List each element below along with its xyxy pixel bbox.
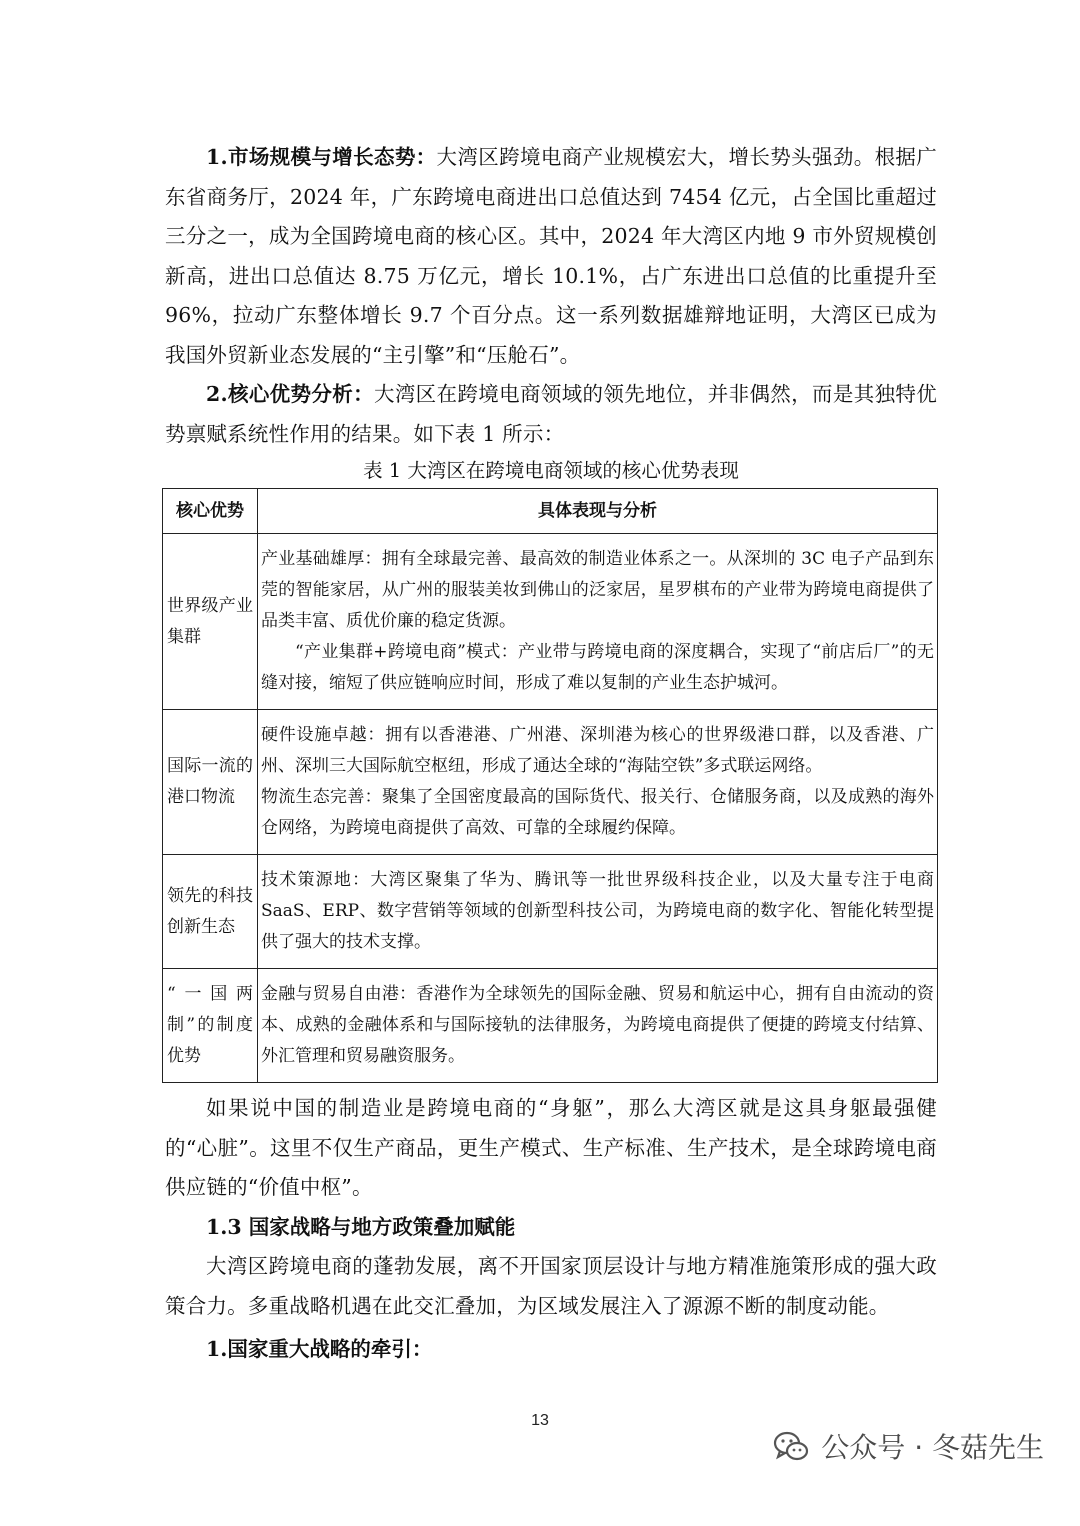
paragraph-market-scale — [165, 138, 937, 375]
table-header-row — [163, 489, 938, 534]
paragraph-body: 大湾区跨境电商产业规模宏大，增长势头强劲。根据广东省商务厅，2024 年，广东跨境电商进出口总值达到 7454 亿元，占全国比重超过三分之一，成为全国跨境电商的核心区。其中，2024 年大湾区内地 9 市外贸规模创新高，进出口总值达 8.75 万亿元，增长 10.1%，占广东进出口总值的比重提升至 96%，拉动广东整体增长 9.7 个百分点。这一系列数据雄辩地证明，大湾区已成为我国外贸新业态发展的“主引擎”和“压舱石”。 — [165, 145, 937, 367]
wechat-icon — [771, 1426, 811, 1466]
detail-paragraph: 物流生态完善：聚集了全国密度最高的国际货代、报关行、仓储服务商，以及成熟的海外仓网络，为跨境电商提供了高效、可靠的全球履约保障。 — [261, 787, 934, 838]
details-cell — [258, 710, 938, 855]
column-header-details: 具体表现与分析 — [258, 489, 938, 534]
paragraph-core-advantage — [165, 375, 937, 454]
advantage-cell: 世界级产业集群 — [163, 534, 258, 710]
detail-paragraph: 技术策源地：大湾区聚集了华为、腾讯等一批世界级科技企业，以及大量专注于电商 SaaS、ERP、数字营销等领域的创新型科技公司，为跨境电商的数字化、智能化转型提供了强大的技术支撑。 — [261, 870, 934, 952]
table-caption: 表 1 大湾区在跨境电商领域的核心优势表现 — [363, 459, 739, 482]
table-row — [163, 710, 938, 855]
table-row — [163, 969, 938, 1083]
table-row — [163, 534, 938, 710]
detail-paragraph: 硬件设施卓越：拥有以香港港、广州港、深圳港为核心的世界级港口群，以及香港、广州、深圳三大国际航空枢纽，形成了通达全球的“海陆空铁”多式联运网络。 — [261, 725, 934, 776]
detail-paragraph: 金融与贸易自由港：香港作为全球领先的国际金融、贸易和航运中心，拥有自由流动的资本、成熟的金融体系和与国际接轨的法律服务，为跨境电商提供了便捷的跨境支付结算、外汇管理和贸易融资服务。 — [261, 984, 934, 1066]
table-row — [163, 855, 938, 969]
paragraph-policy: 大湾区跨境电商的蓬勃发展，离不开国家顶层设计与地方精准施策形成的强大政策合力。多重战略机遇在此交汇叠加，为区域发展注入了源源不断的制度动能。 — [165, 1254, 937, 1318]
section-heading: 1.3 国家战略与地方政策叠加赋能 — [206, 1214, 516, 1239]
paragraph-lead: 2.核心优势分析： — [206, 382, 374, 406]
advantage-cell: 国际一流的港口物流 — [163, 710, 258, 855]
advantage-cell: “一国两制”的制度优势 — [163, 969, 258, 1083]
details-cell — [258, 969, 938, 1083]
details-cell — [258, 855, 938, 969]
paragraph-lead: 1.市场规模与增长态势： — [206, 145, 437, 169]
page-content — [165, 138, 937, 1370]
paragraph-body: 大湾区在跨境电商领域的领先地位，并非偶然，而是其独特优势禀赋系统性作用的结果。如下表 1 所示： — [165, 382, 937, 446]
watermark — [771, 1424, 1044, 1468]
watermark-text: 公众号 · 冬菇先生 — [821, 1431, 1044, 1464]
detail-paragraph: 产业基础雄厚：拥有全球最完善、最高效的制造业体系之一。从深圳的 3C 电子产品到东莞的智能家居，从广州的服装美妆到佛山的泛家居，星罗棋布的产业带为跨境电商提供了品类丰富、质优价廉的稳定货源。 — [261, 549, 934, 631]
detail-paragraph: “产业集群+跨境电商”模式：产业带与跨境电商的深度耦合，实现了“前店后厂”的无缝对接，缩短了供应链响应时间，形成了难以复制的产业生态护城河。 — [261, 642, 934, 693]
advantage-table — [162, 488, 938, 1083]
column-header-advantage: 核心优势 — [163, 489, 258, 534]
page-number: 13 — [531, 1412, 549, 1429]
details-cell — [258, 534, 938, 710]
paragraph-manufacturing: 如果说中国的制造业是跨境电商的“身躯”，那么大湾区就是这具身躯最强健的“心脏”。这里不仅生产商品，更生产模式、生产标准、生产技术，是全球跨境电商供应链的“价值中枢”。 — [165, 1096, 937, 1199]
advantage-cell: 领先的科技创新生态 — [163, 855, 258, 969]
subsection-heading: 1.国家重大战略的牵引： — [206, 1337, 433, 1361]
